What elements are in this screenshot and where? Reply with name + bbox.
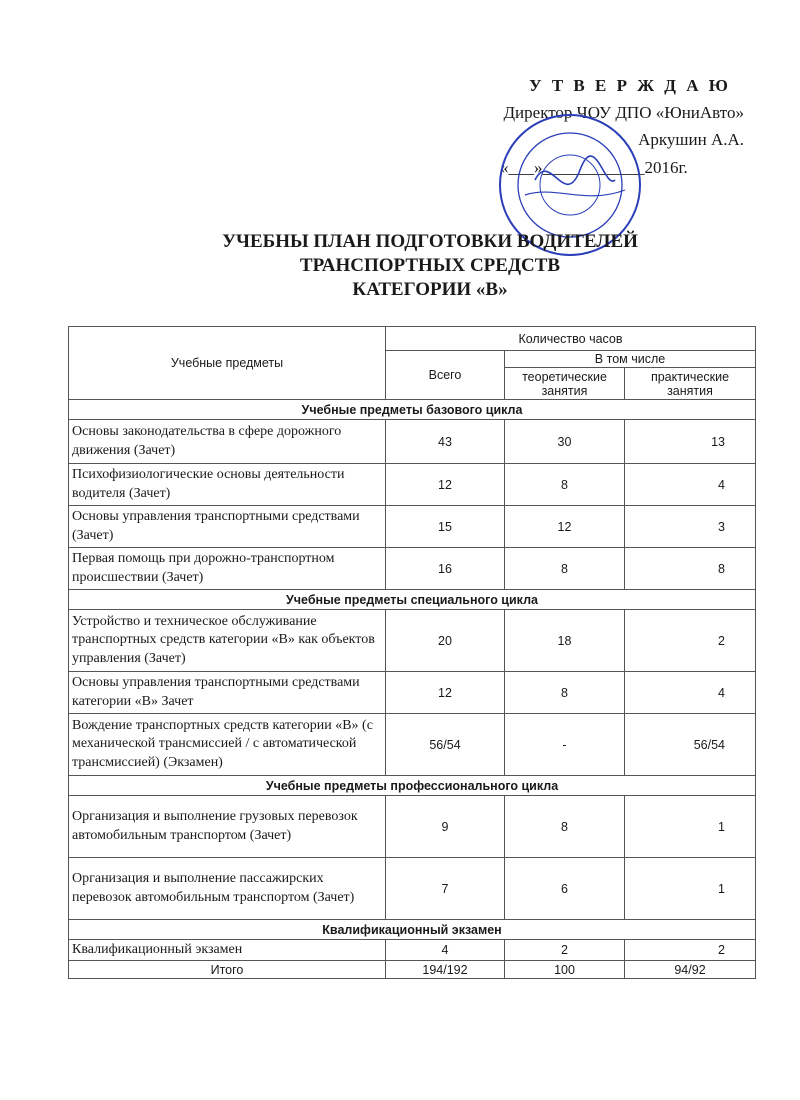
subject-name: Вождение транспортных средств категории «В» (с механической трансмиссией / с автоматической трансмиссией) (Экзамен) xyxy=(69,714,386,776)
hours-theory: 8 xyxy=(505,672,625,714)
hours-theory: 18 xyxy=(505,610,625,672)
hours-practice: 4 xyxy=(625,464,756,506)
table-row xyxy=(69,796,756,858)
section-header-row xyxy=(69,400,756,420)
section-header-row xyxy=(69,590,756,610)
totals-total: 194/192 xyxy=(386,961,505,979)
header-subjects: Учебные предметы xyxy=(69,327,386,400)
subject-name: Устройство и техническое обслуживание транспортных средств категории «В» как объектов управления (Зачет) xyxy=(69,610,386,672)
subject-name: Квалификационный экзамен xyxy=(69,940,386,961)
hours-practice: 4 xyxy=(625,672,756,714)
subject-name: Психофизиологические основы деятельности водителя (Зачет) xyxy=(69,464,386,506)
curriculum-table xyxy=(68,326,756,979)
table-row xyxy=(69,548,756,590)
table-row xyxy=(69,420,756,464)
section-header-row xyxy=(69,920,756,940)
hours-theory: - xyxy=(505,714,625,776)
hours-practice: 56/54 xyxy=(625,714,756,776)
title-line-1: УЧЕБНЫ ПЛАН ПОДГОТОВКИ ВОДИТЕЛЕЙ xyxy=(222,231,638,252)
hours-total: 20 xyxy=(386,610,505,672)
hours-total: 43 xyxy=(386,420,505,464)
table-row xyxy=(69,714,756,776)
approval-heading: У Т В Е Р Ж Д А Ю xyxy=(529,76,731,95)
table-row xyxy=(69,940,756,961)
table-row xyxy=(69,858,756,920)
director-position: Директор ЧОУ ДПО «ЮниАвто» xyxy=(503,103,744,123)
hours-theory: 8 xyxy=(505,548,625,590)
hours-total: 56/54 xyxy=(386,714,505,776)
header-theory: теоретические занятия xyxy=(505,368,625,400)
hours-total: 16 xyxy=(386,548,505,590)
section-title: Учебные предметы профессионального цикла xyxy=(69,776,756,796)
date-blank: «___»____________ xyxy=(500,157,645,177)
hours-theory: 2 xyxy=(505,940,625,961)
date-year: 2016г. xyxy=(644,157,688,177)
page-title xyxy=(60,230,800,301)
hours-practice: 13 xyxy=(625,420,756,464)
section-header-row xyxy=(69,776,756,796)
hours-theory: 8 xyxy=(505,796,625,858)
title-line-3: КАТЕГОРИИ «В» xyxy=(352,278,508,300)
signatory-name: Аркушин А.А. xyxy=(638,130,744,150)
hours-theory: 12 xyxy=(505,506,625,548)
hours-practice: 8 xyxy=(625,548,756,590)
totals-theory: 100 xyxy=(505,961,625,979)
totals-practice: 94/92 xyxy=(625,961,756,979)
hours-total: 7 xyxy=(386,858,505,920)
table-row xyxy=(69,610,756,672)
header-practice: практические занятия xyxy=(625,368,756,400)
hours-total: 12 xyxy=(386,464,505,506)
hours-total: 9 xyxy=(386,796,505,858)
subject-name: Организация и выполнение грузовых перевозок автомобильным транспортом (Зачет) xyxy=(69,796,386,858)
subject-name: Основы управления транспортными средствами категории «В» Зачет xyxy=(69,672,386,714)
title-line-2: ТРАНСПОРТНЫХ СРЕДСТВ xyxy=(299,254,561,276)
hours-total: 4 xyxy=(386,940,505,961)
hours-practice: 2 xyxy=(625,610,756,672)
hours-practice: 1 xyxy=(625,858,756,920)
table-row xyxy=(69,506,756,548)
header-total: Всего xyxy=(386,351,505,400)
totals-row xyxy=(69,961,756,979)
section-title: Учебные предметы специального цикла xyxy=(69,590,756,610)
hours-theory: 30 xyxy=(505,420,625,464)
table-row xyxy=(69,672,756,714)
header-including: В том числе xyxy=(505,351,756,368)
section-title: Квалификационный экзамен xyxy=(69,920,756,940)
hours-theory: 8 xyxy=(505,464,625,506)
subject-name: Первая помощь при дорожно-транспортном происшествии (Зачет) xyxy=(69,548,386,590)
hours-practice: 3 xyxy=(625,506,756,548)
totals-label: Итого xyxy=(69,961,386,979)
hours-practice: 2 xyxy=(625,940,756,961)
subject-name: Основы управления транспортными средствами (Зачет) xyxy=(69,506,386,548)
table-row xyxy=(69,464,756,506)
section-title: Учебные предметы базового цикла xyxy=(69,400,756,420)
hours-total: 12 xyxy=(386,672,505,714)
hours-practice: 1 xyxy=(625,796,756,858)
hours-theory: 6 xyxy=(505,858,625,920)
subject-name: Основы законодательства в сфере дорожного движения (Зачет) xyxy=(69,420,386,464)
header-hours: Количество часов xyxy=(386,327,756,351)
table-body xyxy=(69,400,756,979)
hours-total: 15 xyxy=(386,506,505,548)
subject-name: Организация и выполнение пассажирских перевозок автомобильным транспортом (Зачет) xyxy=(69,858,386,920)
